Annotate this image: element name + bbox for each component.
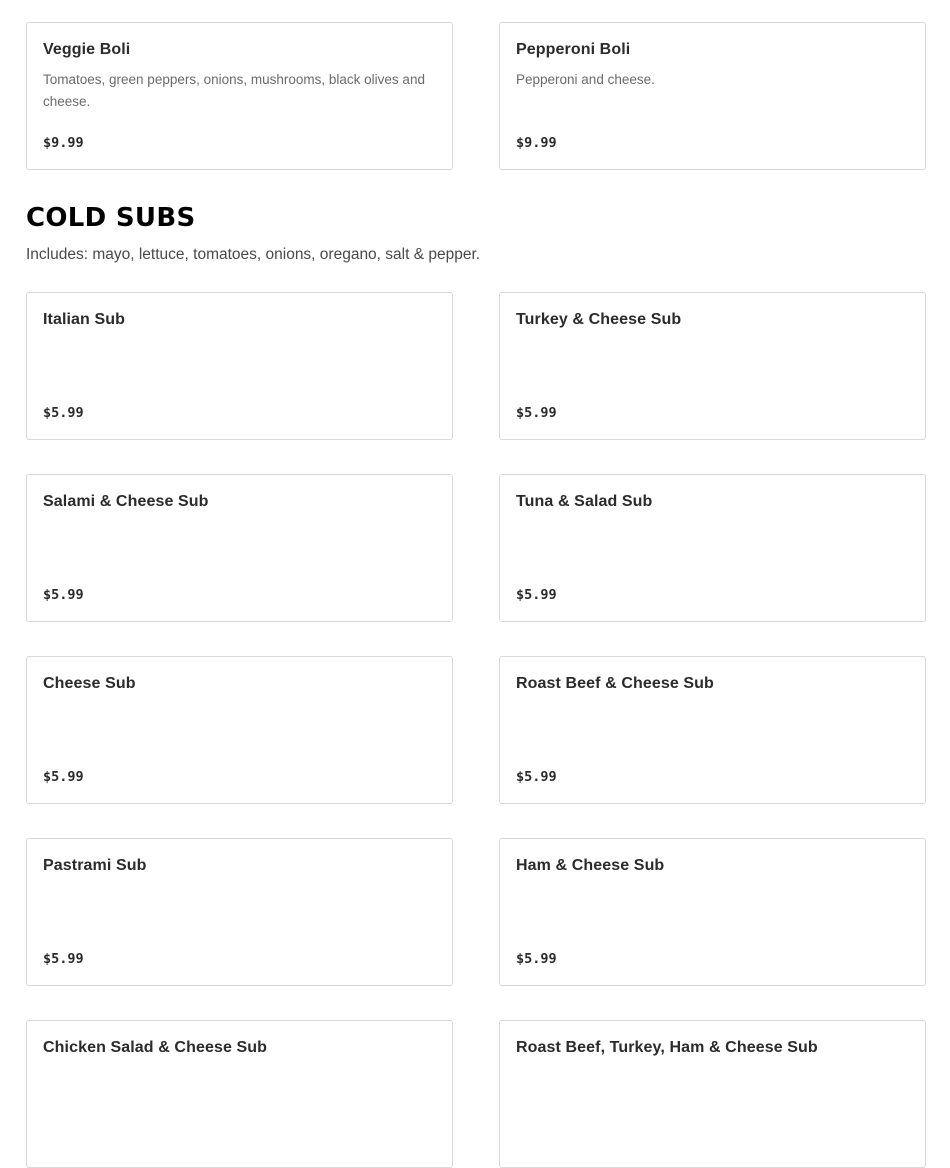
- menu-item-name: Tuna & Salad Sub: [516, 493, 653, 510]
- menu-item-card-veggie-boli[interactable]: [26, 22, 453, 170]
- menu-item-price: $9.99: [516, 135, 557, 151]
- menu-item-price: $5.99: [516, 769, 557, 785]
- menu-item-price: $5.99: [43, 769, 84, 785]
- menu-item-price: $5.99: [43, 405, 84, 421]
- menu-item-name: Pepperoni Boli: [516, 41, 631, 58]
- menu-item-card-tuna-salad-sub[interactable]: [499, 474, 926, 622]
- menu-item-name: Italian Sub: [43, 311, 125, 328]
- menu-item-card-salami-cheese-sub[interactable]: [26, 474, 453, 622]
- menu-item-card-pastrami-sub[interactable]: [26, 838, 453, 986]
- menu-item-name: Turkey & Cheese Sub: [516, 311, 682, 328]
- menu-item-name: Pastrami Sub: [43, 857, 147, 874]
- menu-item-name: Salami & Cheese Sub: [43, 493, 209, 510]
- section-title-cold-subs: COLD SUBS: [26, 203, 196, 233]
- menu-item-name: Veggie Boli: [43, 41, 131, 58]
- menu-item-card-ham-cheese-sub[interactable]: [499, 838, 926, 986]
- menu-item-price: $5.99: [43, 951, 84, 967]
- menu-item-price: $5.99: [516, 405, 557, 421]
- menu-item-price: $9.99: [43, 135, 84, 151]
- menu-item-name: Roast Beef & Cheese Sub: [516, 675, 714, 692]
- menu-item-name: Ham & Cheese Sub: [516, 857, 665, 874]
- section-description: Includes: mayo, lettuce, tomatoes, onions, oregano, salt & pepper.: [26, 246, 481, 263]
- menu-item-name: Roast Beef, Turkey, Ham & Cheese Sub: [516, 1039, 818, 1056]
- menu-item-price: $5.99: [43, 587, 84, 603]
- menu-item-card-italian-sub[interactable]: [26, 292, 453, 440]
- menu-item-name: Cheese Sub: [43, 675, 136, 692]
- menu-item-description: Tomatoes, green peppers, onions, mushrooms, black olives and cheese.: [43, 72, 425, 109]
- menu-item-description: Pepperoni and cheese.: [516, 72, 655, 87]
- menu-item-card-chicken-salad-cheese-sub[interactable]: [26, 1020, 453, 1168]
- menu-item-card-roast-beef-cheese-sub[interactable]: [499, 656, 926, 804]
- menu-item-name: Chicken Salad & Cheese Sub: [43, 1039, 268, 1056]
- menu-item-card-turkey-cheese-sub[interactable]: [499, 292, 926, 440]
- menu-item-price: $5.99: [516, 951, 557, 967]
- menu-item-card-roast-beef-turkey-ham-cheese-sub[interactable]: [499, 1020, 926, 1168]
- menu-item-card-cheese-sub[interactable]: [26, 656, 453, 804]
- menu-item-price: $5.99: [516, 587, 557, 603]
- menu-item-card-pepperoni-boli[interactable]: [499, 22, 926, 170]
